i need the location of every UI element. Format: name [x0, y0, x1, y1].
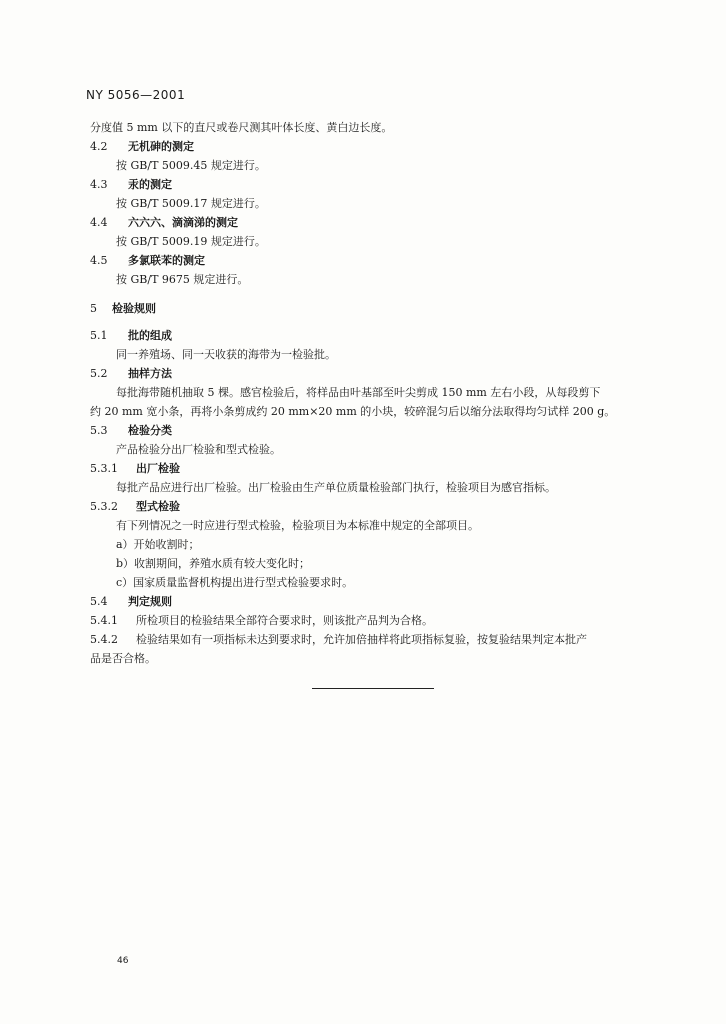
- section-number: 5.3: [90, 424, 108, 437]
- line-text: 按 GB/T 5009.19 规定进行。: [116, 235, 266, 248]
- line-text: a）开始收割时；: [116, 538, 200, 551]
- page-number: 46: [117, 956, 129, 966]
- line-text: 按 GB/T 9675 规定进行。: [116, 273, 249, 286]
- body-line: [90, 633, 587, 647]
- section-number: 5.1: [90, 329, 108, 342]
- section-title: 汞的测定: [128, 178, 172, 191]
- section-heading: [90, 595, 172, 609]
- section-heading: [90, 424, 172, 438]
- section-number: 4.4: [90, 216, 108, 229]
- list-item: [116, 576, 353, 590]
- line-text: 同一养殖场、同一天收获的海带为一检验批。: [116, 348, 336, 361]
- body-line: [90, 121, 392, 135]
- body-line: [116, 159, 266, 173]
- line-text: 约 20 mm 宽小条，再将小条剪成约 20 mm×20 mm 的小块，较碎混匀后以缩分法取得均匀试样 200 g。: [90, 405, 616, 418]
- section-number: 5: [90, 302, 97, 315]
- line-text: 按 GB/T 5009.17 规定进行。: [116, 197, 266, 210]
- body-line: [116, 481, 556, 495]
- section-number: 5.2: [90, 367, 108, 380]
- section-title: 无机砷的测定: [128, 140, 194, 153]
- section-number: 5.4.1: [90, 614, 118, 627]
- line-text: 每批海带随机抽取 5 棵。感官检验后，将样品由叶基部至叶尖剪成 150 mm 左右小段，从每段剪下: [116, 386, 601, 399]
- section-title: 批的组成: [128, 329, 172, 342]
- section-title: 检验分类: [128, 424, 172, 437]
- section-number: 5.4.2: [90, 633, 118, 646]
- body-line: [116, 443, 281, 457]
- standard-code-header: NY 5056—2001: [86, 88, 186, 102]
- section-heading: [90, 178, 172, 192]
- body-line: [116, 235, 266, 249]
- section-heading: [90, 500, 180, 514]
- line-text: 每批产品应进行出厂检验。出厂检验由生产单位质量检验部门执行，检验项目为感官指标。: [116, 481, 556, 494]
- section-title: 判定规则: [128, 595, 172, 608]
- line-text: 检验结果如有一项指标未达到要求时，允许加倍抽样将此项指标复验，按复验结果判定本批产: [136, 633, 587, 646]
- line-text: 按 GB/T 5009.45 规定进行。: [116, 159, 266, 172]
- chapter-heading: [90, 302, 156, 316]
- body-line: [116, 273, 248, 287]
- section-number: 5.3.2: [90, 500, 118, 513]
- section-title: 检验规则: [112, 302, 156, 315]
- body-line: [90, 614, 433, 628]
- section-title: 六六六、滴滴涕的测定: [128, 216, 238, 229]
- section-title: 多氯联苯的测定: [128, 254, 205, 267]
- section-title: 出厂检验: [136, 462, 180, 475]
- body-line: [116, 386, 600, 400]
- section-number: 4.5: [90, 254, 108, 267]
- line-text: b）收割期间，养殖水质有较大变化时；: [116, 557, 311, 570]
- end-rule: [312, 688, 434, 689]
- line-text: 产品检验分出厂检验和型式检验。: [116, 443, 281, 456]
- section-title: 型式检验: [136, 500, 180, 513]
- section-number: 5.4: [90, 595, 108, 608]
- section-number: 4.2: [90, 140, 108, 153]
- body-line: [90, 652, 156, 666]
- section-heading: [90, 216, 238, 230]
- section-number: 4.3: [90, 178, 108, 191]
- section-title: 抽样方法: [128, 367, 172, 380]
- section-number: 5.3.1: [90, 462, 118, 475]
- body-line: [90, 405, 615, 419]
- list-item: [116, 538, 200, 552]
- section-heading: [90, 462, 180, 476]
- section-heading: [90, 329, 172, 343]
- list-item: [116, 557, 310, 571]
- line-text: 所检项目的检验结果全部符合要求时，则该批产品判为合格。: [136, 614, 433, 627]
- section-heading: [90, 254, 205, 268]
- body-line: [116, 519, 479, 533]
- body-line: [116, 348, 336, 362]
- line-text: 分度值 5 mm 以下的直尺或卷尺测其叶体长度、黄白边长度。: [90, 121, 393, 134]
- section-heading: [90, 140, 194, 154]
- line-text: c）国家质量监督机构提出进行型式检验要求时。: [116, 576, 354, 589]
- line-text: 品是否合格。: [90, 652, 156, 665]
- line-text: 有下列情况之一时应进行型式检验，检验项目为本标准中规定的全部项目。: [116, 519, 479, 532]
- body-line: [116, 197, 266, 211]
- section-heading: [90, 367, 172, 381]
